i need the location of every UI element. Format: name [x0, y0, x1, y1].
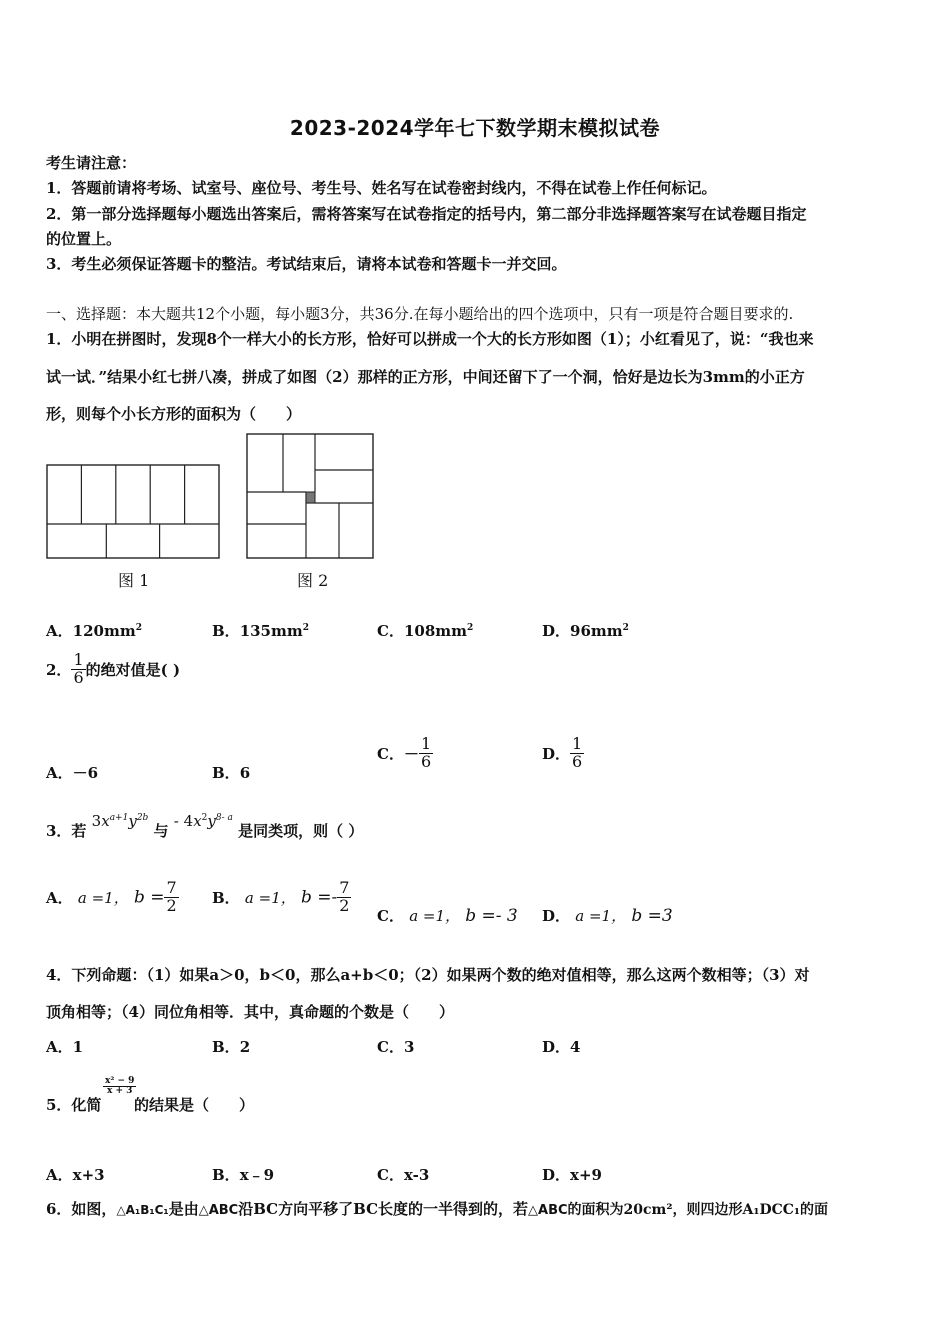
option-value: x﹣9: [239, 1166, 275, 1184]
var-y: y: [207, 812, 216, 830]
var-x: x: [193, 812, 202, 830]
q3-option-d: [542, 905, 673, 926]
option-label: A．: [46, 622, 73, 640]
q4-text-line: 顶角相等；（4）同位角相等．其中，真命题的个数是（ ）: [46, 1003, 454, 1021]
q6-text: 沿BC方向平移了BC长度的一半得到的，若: [238, 1200, 529, 1218]
option-value: 96mm: [570, 622, 623, 640]
q4-text-line: 4．下列命题：（1）如果a＞0，b＜0，那么a+b＜0；（2）如果两个数的绝对值相等，那么这两个数相等；（3）对: [46, 966, 810, 984]
q2-suffix: 的绝对值是( ): [85, 660, 181, 679]
option-value: 6: [239, 764, 251, 782]
notice-heading: 考生请注意：: [46, 154, 137, 172]
option-value: x-3: [403, 1166, 430, 1184]
option-label: C．: [377, 1166, 404, 1184]
frac-num: 1: [420, 734, 432, 753]
option-value: 3: [403, 1038, 415, 1056]
q6-stem: [46, 1198, 828, 1219]
exp: a+1: [109, 813, 129, 823]
q1-option-c: [377, 620, 473, 641]
q5-suffix: 的结果是（ ）: [134, 1096, 255, 1114]
q2-option-b: [212, 762, 250, 783]
option-sup: 2: [135, 623, 142, 633]
q1-option-b: [212, 620, 309, 641]
q4-option-a: [46, 1036, 83, 1057]
q2-fraction: [71, 652, 85, 687]
frac-den: 6: [73, 667, 84, 687]
option-label: D．: [542, 1038, 571, 1056]
q6-text: 的面积为20cm²，则四边形A₁DCC₁的面: [567, 1202, 829, 1218]
coef: - 4: [173, 812, 194, 830]
q3-prefix: 3．若: [46, 822, 87, 840]
figure-2-caption: 图 2: [297, 571, 329, 590]
option-label: D．: [542, 907, 571, 925]
q4-option-c: [377, 1036, 414, 1057]
exp: 8- a: [215, 813, 233, 823]
q5-option-a: [46, 1164, 105, 1185]
q1-text-line: 形，则每个小长方形的面积为（ ）: [46, 405, 302, 423]
frac-den: 6: [572, 751, 583, 771]
q2-option-c: [377, 736, 433, 771]
page-title: 2023-2024学年七下数学期末模拟试卷: [289, 116, 661, 140]
var-x: x: [101, 812, 110, 830]
q3-mid: 与: [153, 822, 169, 840]
option-fraction: [337, 880, 351, 915]
q3-suffix: 是同类项，则（ ）: [238, 822, 364, 840]
option-label: B．: [212, 622, 240, 640]
q6-triangle: △ABC: [198, 1203, 239, 1218]
q5-option-c: [377, 1164, 429, 1185]
option-label: B．: [212, 1038, 240, 1056]
option-label: B．: [212, 1166, 240, 1184]
option-b-value: b =3: [631, 906, 673, 926]
option-a-value: a =1，: [244, 888, 296, 907]
option-label: A．: [46, 888, 73, 907]
q4-option-b: [212, 1036, 250, 1057]
q2-stem: [46, 652, 180, 687]
option-label: D．: [542, 1166, 571, 1184]
option-fraction: [164, 880, 178, 915]
option-value: x+3: [72, 1166, 105, 1184]
option-b-value: b =-: [300, 887, 338, 908]
q3-term1: [92, 812, 149, 830]
q3-option-c: [377, 905, 518, 926]
option-sup: 2: [467, 623, 474, 633]
option-value: 135mm: [239, 622, 303, 640]
option-value: 108mm: [403, 622, 468, 640]
option-b-value: b =- 3: [465, 906, 518, 926]
frac-den: 2: [339, 895, 350, 915]
option-label: A．: [46, 1038, 73, 1056]
option-a-value: a =1，: [409, 907, 461, 925]
q5-fraction: [103, 1076, 136, 1096]
option-value: 2: [239, 1038, 251, 1056]
frac-den: 6: [420, 751, 432, 771]
option-label: C．: [377, 907, 404, 925]
notice-item: 1．答题前请将考场、试室号、座位号、考生号、姓名写在试卷密封线内，不得在试卷上作任何标记。: [46, 179, 717, 197]
option-label: D．: [542, 744, 571, 763]
section-heading: 一、选择题：本大题共12个小题，每小题3分，共36分.在每小题给出的四个选项中，只有一项是符合题目要求的.: [46, 305, 794, 323]
frac-den: x + 3: [106, 1086, 133, 1096]
figure-1: [46, 464, 222, 560]
q2-prefix: 2．: [46, 660, 72, 679]
option-label: A．: [46, 1166, 73, 1184]
option-value: 1: [72, 1038, 84, 1056]
q5-option-b: [212, 1164, 274, 1185]
coef: 3: [91, 812, 102, 830]
frac-num: 1: [73, 650, 84, 669]
option-label: B．: [212, 888, 240, 907]
option-label: C．: [377, 744, 404, 763]
option-a-value: a =1，: [575, 907, 627, 925]
notice-item: 3．考生必须保证答题卡的整洁。考试结束后，请将本试卷和答题卡一并交回。: [46, 255, 567, 273]
q6-triangle: △ABC: [528, 1203, 568, 1218]
option-b-value: b =: [133, 887, 165, 908]
q1-text-line: 试一试．”结果小红七拼八凑，拼成了如图（2）那样的正方形，中间还留下了一个洞，恰好是边长为3mm的小正方: [46, 368, 805, 386]
option-label: A．: [46, 764, 73, 782]
q3-option-a: [46, 880, 179, 915]
option-a-value: a =1，: [77, 888, 129, 907]
option-sup: 2: [622, 623, 629, 633]
q3-term2: [174, 812, 233, 830]
q6-triangle: △A₁B₁C₁: [116, 1203, 169, 1217]
option-fraction: [570, 736, 584, 771]
q1-option-a: [46, 620, 142, 641]
option-label: D．: [542, 622, 571, 640]
q2-option-a: [46, 762, 98, 783]
notice-item: 2．第一部分选择题每小题选出答案后，需将答案写在试卷指定的括号内，第二部分非选择题答案写在试卷题目指定: [46, 205, 807, 223]
q1-option-d: [542, 620, 629, 641]
option-label: C．: [377, 1038, 404, 1056]
option-value: x+9: [570, 1166, 602, 1184]
option-value: 4: [570, 1038, 581, 1056]
frac-num: 1: [572, 734, 583, 753]
frac-num: 7: [166, 878, 177, 897]
notice-item: 的位置上。: [46, 230, 122, 248]
option-label: C．: [377, 622, 404, 640]
option-label: B．: [212, 764, 240, 782]
q5-prefix: 5．化简: [46, 1096, 102, 1114]
q2-option-d: [542, 736, 584, 771]
q4-option-d: [542, 1036, 580, 1057]
q6-text: 6．如图，: [46, 1200, 117, 1218]
option-fraction: [419, 736, 433, 771]
figure-2: [246, 433, 376, 561]
option-sup: 2: [302, 623, 310, 633]
var-y: y: [128, 812, 137, 830]
q6-text: 是由: [168, 1200, 199, 1218]
option-value: －6: [72, 764, 99, 782]
frac-num: 7: [339, 878, 350, 897]
option-sign: －: [403, 744, 419, 763]
option-value: 120mm: [72, 622, 136, 640]
q5-option-d: [542, 1164, 602, 1185]
figure-1-caption: 图 1: [118, 571, 150, 590]
q3-option-b: [212, 880, 351, 915]
q1-text-line: 1．小明在拼图时，发现8个一样大小的长方形，恰好可以拼成一个大的长方形如图（1）；小红看见了，说：“我也来: [46, 330, 814, 348]
frac-den: 2: [166, 895, 177, 915]
q3-stem: [46, 812, 364, 841]
exp: 2: [201, 813, 208, 823]
frac-num: x² − 9: [105, 1075, 135, 1086]
exp: 2b: [136, 813, 149, 823]
